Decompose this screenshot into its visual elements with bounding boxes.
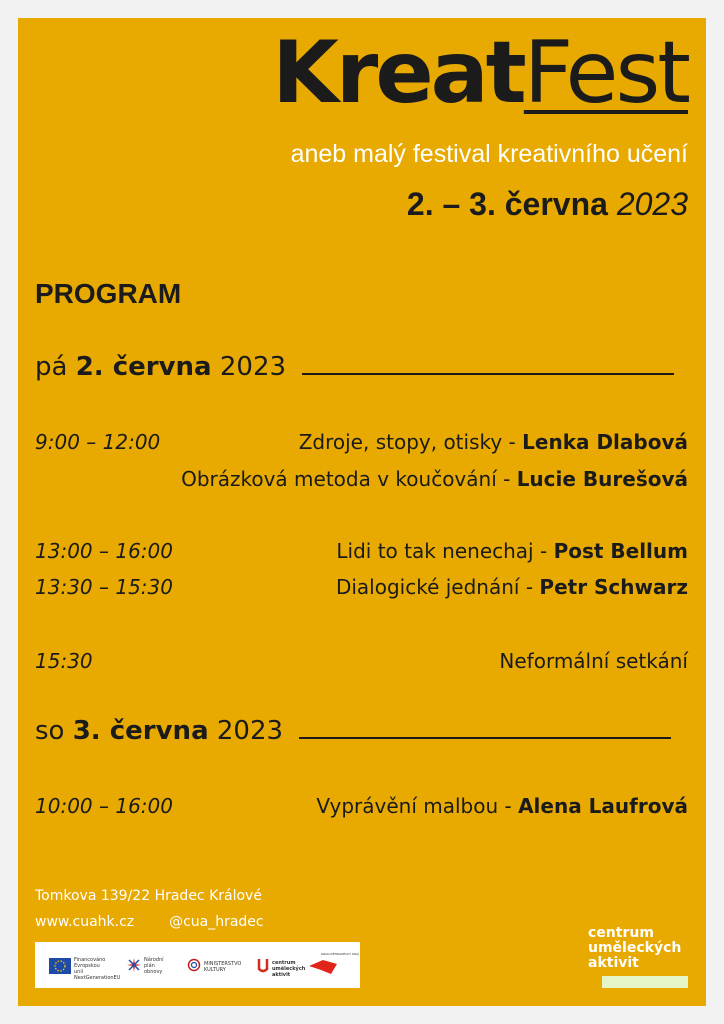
- event-time: 10:00 – 16:00: [35, 794, 173, 818]
- event-time: 9:00 – 12:00: [35, 430, 161, 454]
- contact-line: [35, 914, 264, 930]
- day-underline: [299, 737, 671, 739]
- npo-star-icon: [127, 958, 141, 972]
- event-time: 13:00 – 16:00: [35, 539, 173, 563]
- eu-flag-icon: [49, 958, 71, 974]
- website-link[interactable]: www.cuahk.cz: [35, 914, 135, 930]
- festival-subtitle: aneb malý festival kreativního učení: [290, 140, 688, 168]
- event-title: Lidi to tak nenechaj - Post Bellum: [336, 539, 688, 563]
- mk-circle-icon: [187, 958, 201, 972]
- cua-accent-bar: [602, 976, 688, 988]
- day-underline: [302, 373, 674, 375]
- event-title: Obrázková metoda v koučování - Lucie Burešová: [181, 467, 688, 491]
- event-time: 15:30: [35, 649, 93, 673]
- day-heading-1: pá 2. června 2023: [35, 352, 674, 382]
- kraj-shape-icon: [307, 956, 347, 976]
- festival-logo: KreatFest: [272, 23, 688, 123]
- cua-logo: centrum uměleckých aktivit: [588, 925, 682, 971]
- event-title: Dialogické jednání - Petr Schwarz: [335, 575, 688, 599]
- event-title: Neformální setkání: [499, 649, 688, 673]
- cua-mark-icon: [257, 957, 269, 973]
- event-title: Zdroje, stopy, otisky - Lenka Dlabová: [298, 430, 688, 454]
- sponsor-logos: Financováno Evropskou unií NextGenerationEU Národní plán obnovy MINISTERSTVO KULTURY centrum uměleckých aktivit KRÁLOVÉHRADECKÝ KRAJ: [35, 942, 360, 988]
- social-handle[interactable]: @cua_hradec: [169, 914, 264, 930]
- poster: [18, 18, 706, 1006]
- day-heading-2: so 3. června 2023: [35, 716, 671, 746]
- event-title: Vyprávění malbou - Alena Laufrová: [316, 794, 688, 818]
- program-heading: PROGRAM: [35, 278, 182, 309]
- event-time: 13:30 – 15:30: [35, 575, 173, 599]
- address: Tomkova 139/22 Hradec Králové: [35, 888, 262, 904]
- festival-dates: 2. – 3. června 2023: [406, 186, 688, 222]
